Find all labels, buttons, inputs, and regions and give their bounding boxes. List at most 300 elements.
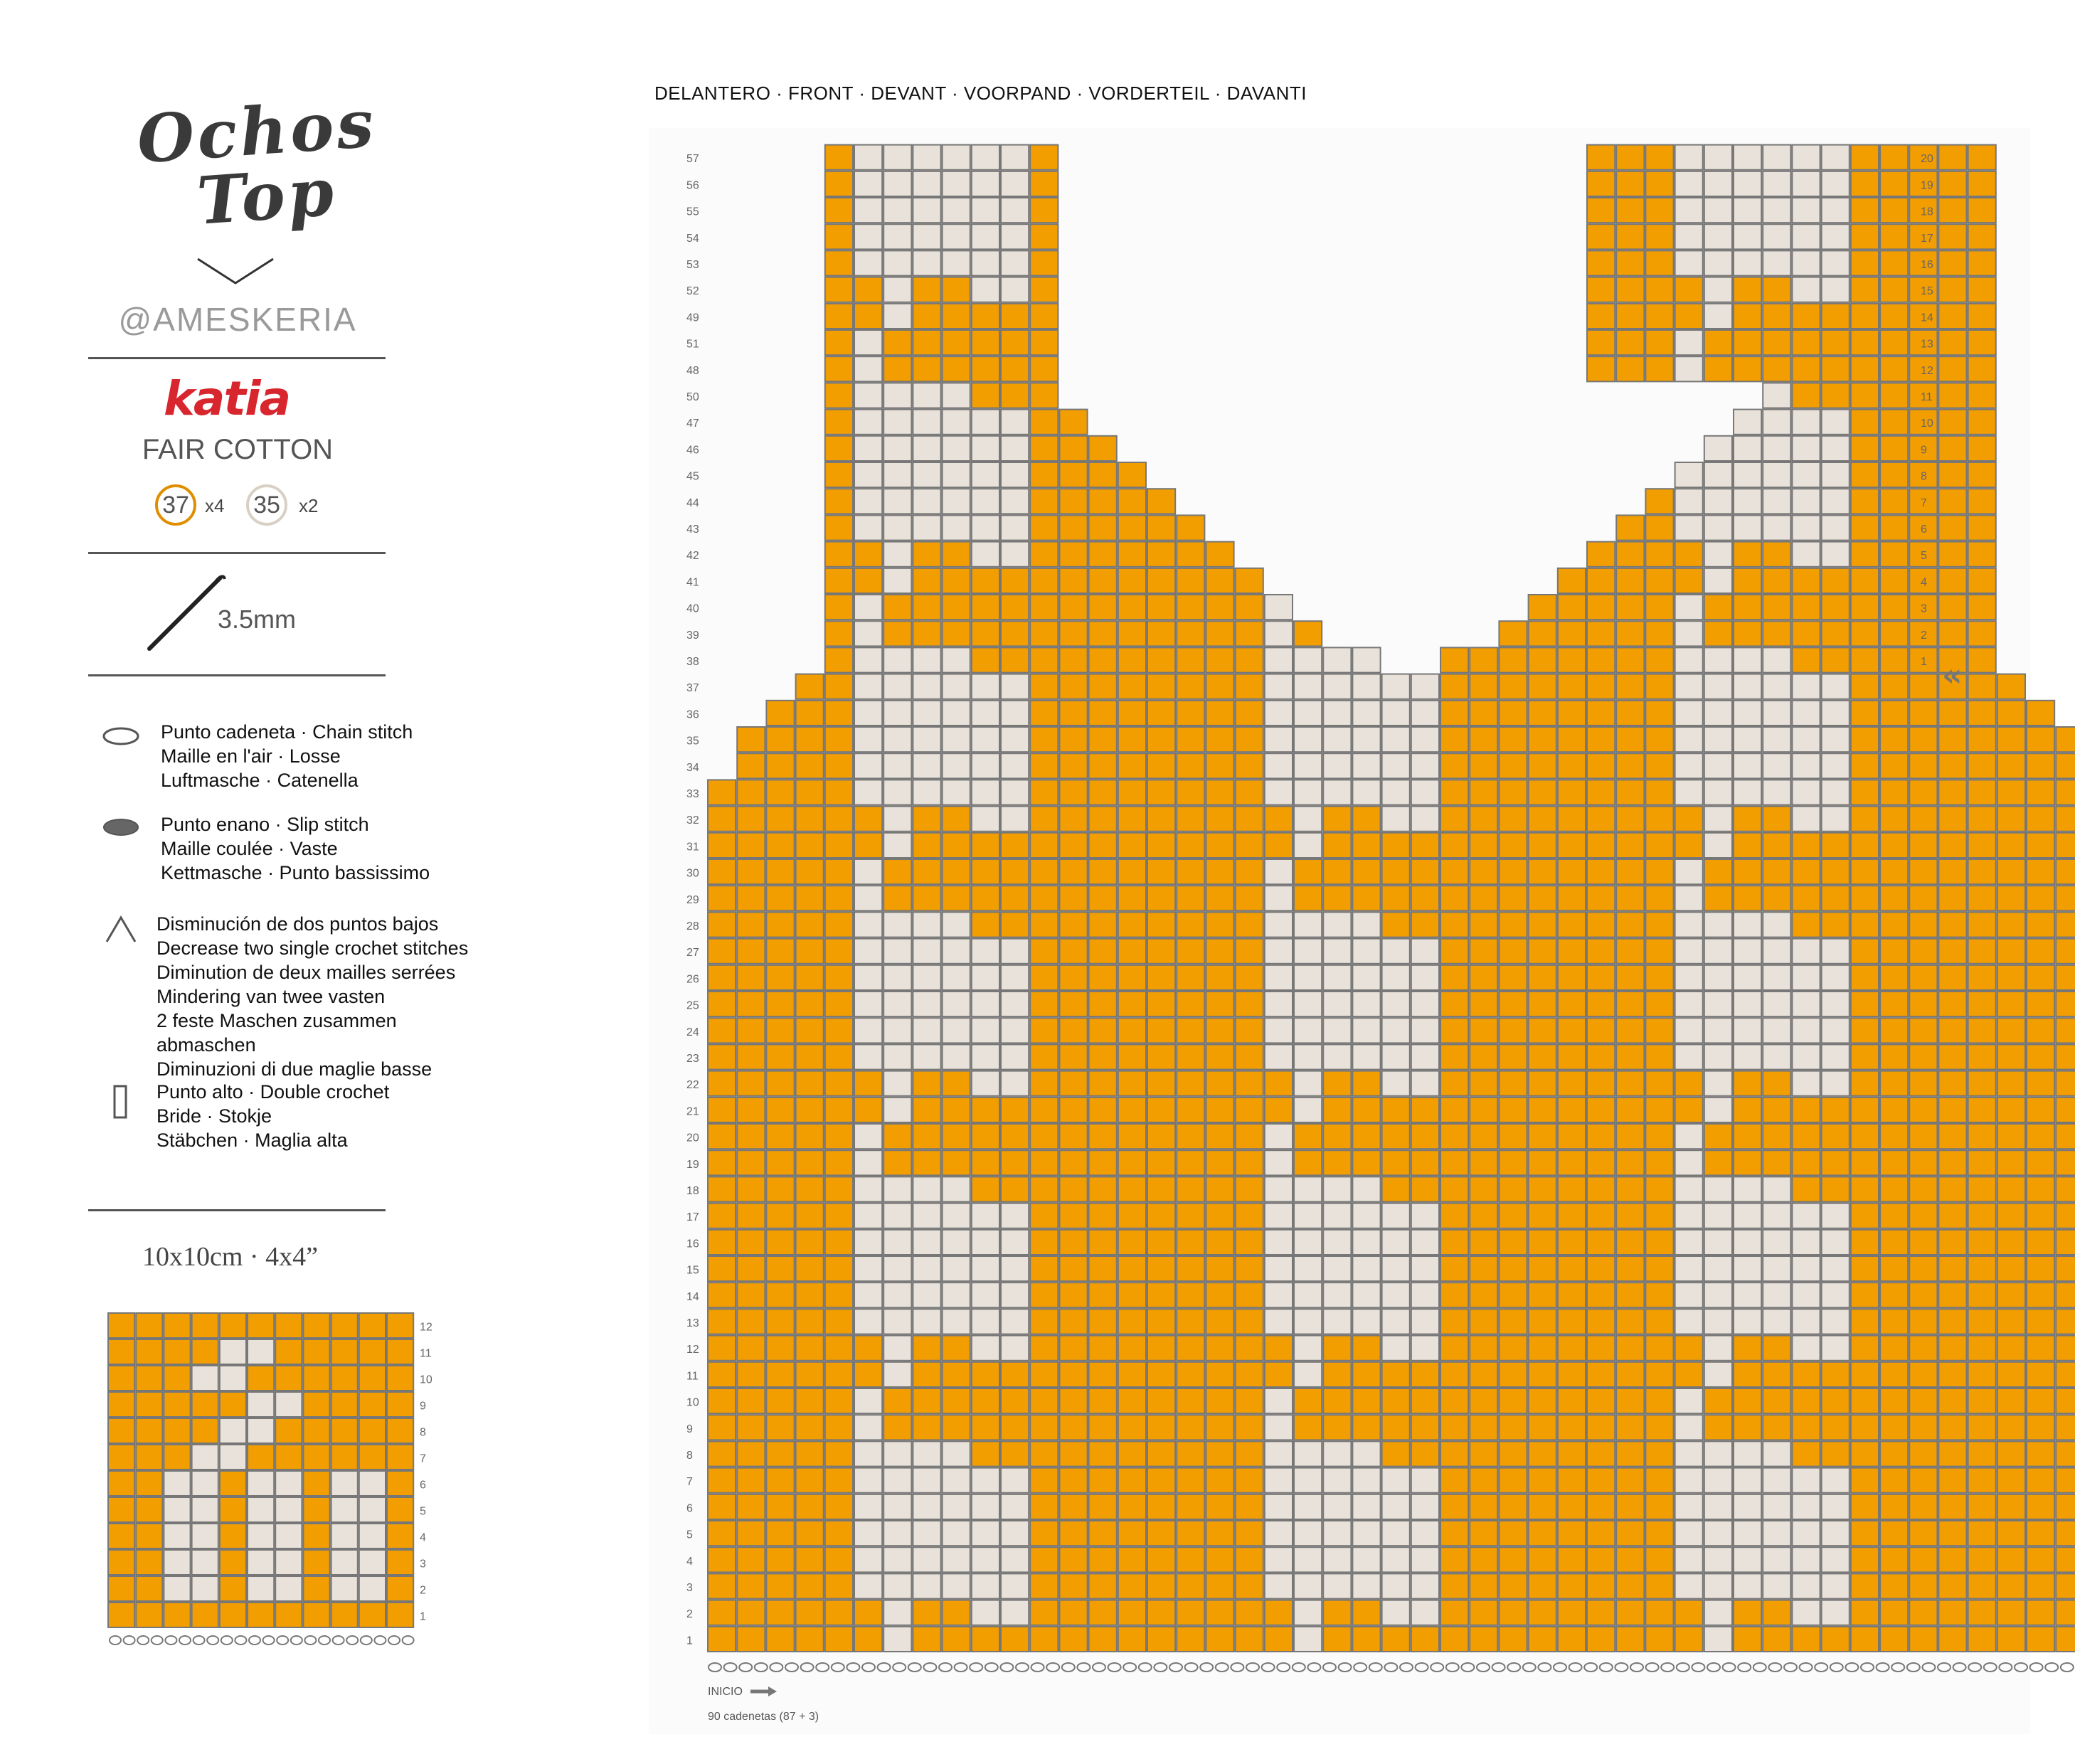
stitch-orange xyxy=(1236,1176,1263,1201)
stitch-orange xyxy=(2056,1547,2075,1572)
stitch-orange xyxy=(708,1230,736,1255)
stitch-orange xyxy=(1645,1230,1673,1255)
stitch-cream xyxy=(1352,1468,1380,1493)
stitch-orange xyxy=(737,1468,765,1493)
row-label: 14 xyxy=(686,1290,699,1303)
row-label: 55 xyxy=(686,206,699,218)
stitch-orange xyxy=(737,1256,765,1281)
stitch-orange xyxy=(1440,1627,1468,1652)
stitch-cream xyxy=(883,939,911,964)
stitch-orange xyxy=(1938,1388,1966,1413)
stitch-orange xyxy=(1997,1309,2025,1334)
stitch-orange xyxy=(1470,807,1497,831)
stitch-orange xyxy=(1645,489,1673,514)
stitch-orange xyxy=(1909,1256,1937,1281)
stitch-cream xyxy=(913,1468,940,1493)
stitch-orange xyxy=(796,1600,824,1625)
stitch-cream xyxy=(1265,1176,1293,1201)
stitch-cream xyxy=(943,1282,970,1307)
stitch-orange xyxy=(796,1230,824,1255)
stitch-cream xyxy=(972,462,999,487)
stitch-cream xyxy=(883,462,911,487)
stitch-orange xyxy=(796,1468,824,1493)
stitch-cream xyxy=(1675,1282,1703,1307)
row-label: 35 xyxy=(686,735,699,748)
stitch-orange xyxy=(737,1441,765,1466)
stitch-orange xyxy=(1470,1336,1497,1361)
stitch-orange xyxy=(1030,568,1058,593)
logo-line-1: Ochos xyxy=(134,85,379,179)
stitch-orange xyxy=(1851,515,1879,540)
stitch-orange xyxy=(1001,1388,1029,1413)
stitch-orange xyxy=(1206,701,1233,726)
stitch-orange xyxy=(1880,1573,1908,1598)
stitch-cream xyxy=(972,780,999,804)
stitch-cream xyxy=(1763,462,1790,487)
stitch-orange xyxy=(1470,886,1497,910)
stitch-orange xyxy=(1616,833,1644,858)
stitch-orange xyxy=(1792,1098,1820,1122)
stitch-orange xyxy=(1030,1547,1058,1572)
stitch-orange xyxy=(1851,780,1879,804)
stitch-orange xyxy=(1118,701,1146,726)
stitch-orange xyxy=(1997,1071,2025,1096)
gauge-title: 10x10cm · 4x4” xyxy=(142,1242,318,1272)
stitch-orange xyxy=(1470,753,1497,778)
stitch-orange xyxy=(1118,807,1146,831)
stitch-orange xyxy=(1323,886,1351,910)
stitch-orange xyxy=(1938,1018,1966,1043)
stitch-cream xyxy=(1294,753,1322,778)
stitch-cream xyxy=(972,198,999,223)
stitch-orange xyxy=(825,250,853,275)
stitch-orange xyxy=(2027,1388,2054,1413)
stitch-orange xyxy=(825,1336,853,1361)
stitch-orange xyxy=(2056,992,2075,1016)
stitch-orange xyxy=(1323,1124,1351,1149)
stitch-orange xyxy=(1499,1176,1527,1201)
stitch-cream xyxy=(1352,965,1380,990)
stitch-orange xyxy=(1880,383,1908,408)
stitch-orange xyxy=(913,1415,940,1440)
stitch-cream xyxy=(1411,1204,1439,1228)
stitch-orange xyxy=(1792,383,1820,408)
stitch-cream xyxy=(1822,410,1850,435)
stitch-orange xyxy=(1880,1124,1908,1149)
stitch-orange xyxy=(708,1468,736,1493)
stitch-orange xyxy=(1938,1547,1966,1572)
stitch-orange xyxy=(1968,1573,1996,1598)
stitch-cream xyxy=(1792,198,1820,223)
stitch-orange xyxy=(2027,807,2054,831)
chain-stitch xyxy=(801,1663,814,1672)
row-label: 19 xyxy=(1921,179,1933,192)
stitch-orange xyxy=(1206,992,1233,1016)
stitch-orange xyxy=(1587,542,1615,567)
stitch-orange xyxy=(1938,1362,1966,1387)
stitch-orange xyxy=(1645,1044,1673,1069)
stitch-orange xyxy=(1675,1071,1703,1096)
stitch-cream xyxy=(1734,410,1761,435)
row-label: 17 xyxy=(1921,232,1933,245)
stitch-cream xyxy=(1001,1547,1029,1572)
stitch-cream xyxy=(854,965,882,990)
stitch-orange xyxy=(1968,542,1996,567)
stitch-cream xyxy=(943,1468,970,1493)
stitch-orange xyxy=(766,1018,794,1043)
stitch-orange xyxy=(708,1573,736,1598)
stitch-orange xyxy=(1529,1547,1556,1572)
stitch-orange xyxy=(1499,1204,1527,1228)
stitch-cream xyxy=(1411,965,1439,990)
chain-stitch xyxy=(1784,1663,1797,1672)
stitch-cream xyxy=(854,224,882,249)
stitch-orange xyxy=(1734,356,1761,381)
stitch-orange xyxy=(825,542,853,567)
stitch-orange xyxy=(1558,1044,1586,1069)
stitch-cream xyxy=(1734,1441,1761,1466)
chain-stitch xyxy=(1446,1663,1459,1672)
stitch-orange xyxy=(1968,833,1996,858)
stitch-orange xyxy=(1616,727,1644,752)
stitch-orange xyxy=(1880,568,1908,593)
stitch-orange xyxy=(1880,1600,1908,1625)
stitch-orange xyxy=(1851,1176,1879,1201)
stitch-orange xyxy=(1499,1336,1527,1361)
row-label: 8 xyxy=(686,1450,693,1462)
stitch-cream xyxy=(854,1176,882,1201)
stitch-orange xyxy=(1587,1573,1615,1598)
stitch-orange xyxy=(1294,886,1322,910)
stitch-orange xyxy=(737,1124,765,1149)
stitch-orange xyxy=(1206,807,1233,831)
stitch-orange xyxy=(766,992,794,1016)
stitch-cream xyxy=(1704,1256,1732,1281)
stitch-orange xyxy=(1411,1627,1439,1652)
stitch-cream xyxy=(1001,436,1029,461)
stitch-orange xyxy=(1147,489,1175,514)
stitch-orange xyxy=(1440,1176,1468,1201)
stitch-orange xyxy=(1382,1098,1410,1122)
stitch-orange xyxy=(1880,1388,1908,1413)
stitch-orange xyxy=(1645,1600,1673,1625)
stitch-orange xyxy=(1030,542,1058,567)
stitch-orange xyxy=(1851,1282,1879,1307)
stitch-cream xyxy=(1822,807,1850,831)
stitch-orange xyxy=(972,1150,999,1175)
stitch-orange xyxy=(1880,1547,1908,1572)
stitch-orange xyxy=(1118,595,1146,620)
stitch-orange xyxy=(1206,1388,1233,1413)
stitch-orange xyxy=(737,1547,765,1572)
stitch-orange xyxy=(972,568,999,593)
chain-stitch xyxy=(1538,1663,1551,1672)
stitch-orange xyxy=(1352,1627,1380,1652)
stitch-orange xyxy=(1851,1230,1879,1255)
stitch-orange xyxy=(1089,1494,1117,1519)
stitch-orange xyxy=(1997,1018,2025,1043)
row-label: 12 xyxy=(686,1344,699,1356)
stitch-orange xyxy=(1059,780,1087,804)
stitch-orange xyxy=(1089,727,1117,752)
stitch-cream xyxy=(1294,1627,1322,1652)
stitch-orange xyxy=(1997,1230,2025,1255)
stitch-cream xyxy=(1822,489,1850,514)
stitch-orange xyxy=(1734,1415,1761,1440)
stitch-cream xyxy=(883,1627,911,1652)
row-label: 50 xyxy=(686,391,699,403)
stitch-orange xyxy=(943,807,970,831)
stitch-orange xyxy=(1763,1150,1790,1175)
stitch-cream xyxy=(1734,198,1761,223)
stitch-orange xyxy=(1587,912,1615,937)
stitch-cream xyxy=(1704,250,1732,275)
stitch-orange xyxy=(2056,1150,2075,1175)
stitch-orange xyxy=(766,701,794,726)
stitch-orange xyxy=(913,1627,940,1652)
row-label: 41 xyxy=(686,576,699,589)
stitch-orange xyxy=(1470,674,1497,699)
stitch-orange xyxy=(1616,277,1644,302)
stitch-orange xyxy=(1851,462,1879,487)
stitch-orange xyxy=(1675,277,1703,302)
stitch-orange xyxy=(1675,568,1703,593)
stitch-orange xyxy=(1616,1600,1644,1625)
stitch-orange xyxy=(1616,568,1644,593)
stitch-orange xyxy=(1997,1150,2025,1175)
stitch-cream xyxy=(1382,1468,1410,1493)
stitch-cream xyxy=(1675,1521,1703,1546)
stitch-cream xyxy=(1675,1388,1703,1413)
row-label: 16 xyxy=(1921,259,1933,271)
chain-stitch xyxy=(1815,1663,1827,1672)
stitch-orange xyxy=(1851,542,1879,567)
chain-stitch xyxy=(1431,1663,1443,1672)
stitch-orange xyxy=(913,595,940,620)
stitch-orange xyxy=(943,1415,970,1440)
stitch-orange xyxy=(1440,1150,1468,1175)
stitch-orange xyxy=(1851,1124,1879,1149)
stitch-orange xyxy=(2056,1336,2075,1361)
stitch-orange xyxy=(1001,859,1029,884)
row-label: 18 xyxy=(686,1185,699,1197)
stitch-orange xyxy=(1206,1441,1233,1466)
stitch-orange xyxy=(1909,1150,1937,1175)
row-label: 5 xyxy=(1921,550,1927,563)
stitch-cream xyxy=(1382,965,1410,990)
stitch-orange xyxy=(1294,1124,1322,1149)
stitch-cream xyxy=(1294,833,1322,858)
chain-stitch xyxy=(1953,1663,1966,1672)
stitch-orange xyxy=(1030,330,1058,355)
stitch-orange xyxy=(1352,1124,1380,1149)
stitch-orange xyxy=(1147,1494,1175,1519)
stitch-orange xyxy=(1909,1600,1937,1625)
stitch-orange xyxy=(1880,886,1908,910)
stitch-orange xyxy=(1499,965,1527,990)
stitch-orange xyxy=(1206,1204,1233,1228)
stitch-orange xyxy=(1909,992,1937,1016)
stitch-cream xyxy=(1001,198,1029,223)
stitch-cream xyxy=(1001,1521,1029,1546)
stitch-orange xyxy=(825,436,853,461)
stitch-orange xyxy=(972,356,999,381)
stitch-orange xyxy=(1968,1521,1996,1546)
stitch-orange xyxy=(1587,1256,1615,1281)
stitch-cream xyxy=(1822,1071,1850,1096)
stitch-orange xyxy=(1001,356,1029,381)
stitch-cream xyxy=(1734,171,1761,196)
stitch-orange xyxy=(766,1309,794,1334)
stitch-orange xyxy=(1997,886,2025,910)
stitch-orange xyxy=(1880,1071,1908,1096)
stitch-orange xyxy=(1968,1362,1996,1387)
stitch-cream xyxy=(1763,1441,1790,1466)
stitch-orange xyxy=(737,1282,765,1307)
stitch-cream xyxy=(883,1018,911,1043)
stitch-orange xyxy=(1323,1362,1351,1387)
stitch-orange xyxy=(1558,1098,1586,1122)
stitch-orange xyxy=(1968,965,1996,990)
stitch-orange xyxy=(1440,1204,1468,1228)
stitch-orange xyxy=(708,1309,736,1334)
stitch-orange xyxy=(1704,1415,1732,1440)
stitch-orange xyxy=(1587,1336,1615,1361)
stitch-cream xyxy=(1001,515,1029,540)
stitch-cream xyxy=(943,410,970,435)
stitch-orange xyxy=(708,1071,736,1096)
stitch-cream xyxy=(1352,1282,1380,1307)
stitch-orange xyxy=(1147,886,1175,910)
stitch-orange xyxy=(1734,1124,1761,1149)
stitch-orange xyxy=(1001,886,1029,910)
stitch-cream xyxy=(1001,701,1029,726)
stitch-orange xyxy=(766,1441,794,1466)
stitch-orange xyxy=(1880,1098,1908,1122)
stitch-orange xyxy=(1236,1309,1263,1334)
stitch-orange xyxy=(1147,1627,1175,1652)
stitch-cream xyxy=(1704,568,1732,593)
stitch-orange xyxy=(1440,1071,1468,1096)
stitch-cream xyxy=(854,1018,882,1043)
chain-stitch xyxy=(1062,1663,1075,1672)
stitch-cream xyxy=(1352,674,1380,699)
stitch-orange xyxy=(913,568,940,593)
stitch-cream xyxy=(1734,647,1761,672)
stitch-orange xyxy=(1470,1176,1497,1201)
stitch-orange xyxy=(1938,1150,1966,1175)
stitch-orange xyxy=(1734,1150,1761,1175)
stitch-orange xyxy=(708,886,736,910)
stitch-orange xyxy=(1470,939,1497,964)
stitch-orange xyxy=(1645,1547,1673,1572)
stitch-cream xyxy=(883,250,911,275)
stitch-cream xyxy=(1763,753,1790,778)
stitch-orange xyxy=(766,807,794,831)
stitch-cream xyxy=(1704,780,1732,804)
stitch-cream xyxy=(1792,436,1820,461)
stitch-orange xyxy=(825,1098,853,1122)
stitch-orange xyxy=(1236,595,1263,620)
stitch-cream xyxy=(1352,1309,1380,1334)
stitch-cream xyxy=(854,912,882,937)
stitch-orange xyxy=(1147,1150,1175,1175)
stitch-orange xyxy=(972,886,999,910)
chain-stitch xyxy=(1615,1663,1628,1672)
stitch-orange xyxy=(1177,1071,1204,1096)
stitch-cream xyxy=(1822,224,1850,249)
stitch-cream xyxy=(1792,1521,1820,1546)
stitch-orange xyxy=(1880,1204,1908,1228)
chain-stitch xyxy=(1569,1663,1582,1672)
stitch-orange xyxy=(825,1230,853,1255)
stitch-orange xyxy=(854,1600,882,1625)
stitch-orange xyxy=(1938,992,1966,1016)
stitch-cream xyxy=(1704,1044,1732,1069)
stitch-cream xyxy=(972,1468,999,1493)
stitch-orange xyxy=(1030,383,1058,408)
stitch-cream xyxy=(1822,1230,1850,1255)
stitch-cream xyxy=(1411,1521,1439,1546)
stitch-orange xyxy=(1938,1124,1966,1149)
stitch-cream xyxy=(1763,727,1790,752)
stitch-orange xyxy=(2027,1468,2054,1493)
stitch-orange xyxy=(1118,462,1146,487)
stitch-cream xyxy=(1352,1230,1380,1255)
stitch-orange xyxy=(1236,647,1263,672)
stitch-orange xyxy=(1147,647,1175,672)
stitch-orange xyxy=(1499,753,1527,778)
stitch-cream xyxy=(1001,1018,1029,1043)
stitch-orange xyxy=(1968,859,1996,884)
stitch-orange xyxy=(1587,224,1615,249)
stitch-orange xyxy=(1938,1521,1966,1546)
stitch-orange xyxy=(1675,1098,1703,1122)
stitch-orange xyxy=(1880,621,1908,646)
stitch-orange xyxy=(766,1150,794,1175)
stitch-orange xyxy=(1206,1600,1233,1625)
stitch-cream xyxy=(1792,462,1820,487)
chain-stitch xyxy=(1891,1663,1904,1672)
stitch-orange xyxy=(1997,1336,2025,1361)
chain-stitch xyxy=(1293,1663,1305,1672)
stitch-orange xyxy=(1089,647,1117,672)
stitch-orange xyxy=(1440,1415,1468,1440)
stitch-orange xyxy=(1645,1415,1673,1440)
stitch-orange xyxy=(1587,171,1615,196)
stitch-orange xyxy=(913,1071,940,1096)
row-label: 57 xyxy=(686,153,699,166)
stitch-orange xyxy=(1851,250,1879,275)
stitch-cream xyxy=(1294,1600,1322,1625)
stitch-orange xyxy=(1587,1150,1615,1175)
stitch-orange xyxy=(943,356,970,381)
stitch-orange xyxy=(943,1150,970,1175)
stitch-cream xyxy=(1704,912,1732,937)
stitch-cream xyxy=(1763,145,1790,170)
stitch-cream xyxy=(943,1256,970,1281)
stitch-orange xyxy=(1001,912,1029,937)
row-label: 11 xyxy=(1921,391,1933,403)
stitch-cream xyxy=(1411,1256,1439,1281)
stitch-orange xyxy=(1734,1388,1761,1413)
stitch-cream xyxy=(1792,515,1820,540)
stitch-orange xyxy=(943,1362,970,1387)
stitch-orange xyxy=(1206,1468,1233,1493)
stitch-cream xyxy=(854,1124,882,1149)
stitch-cream xyxy=(1001,992,1029,1016)
stitch-cream xyxy=(883,1547,911,1572)
